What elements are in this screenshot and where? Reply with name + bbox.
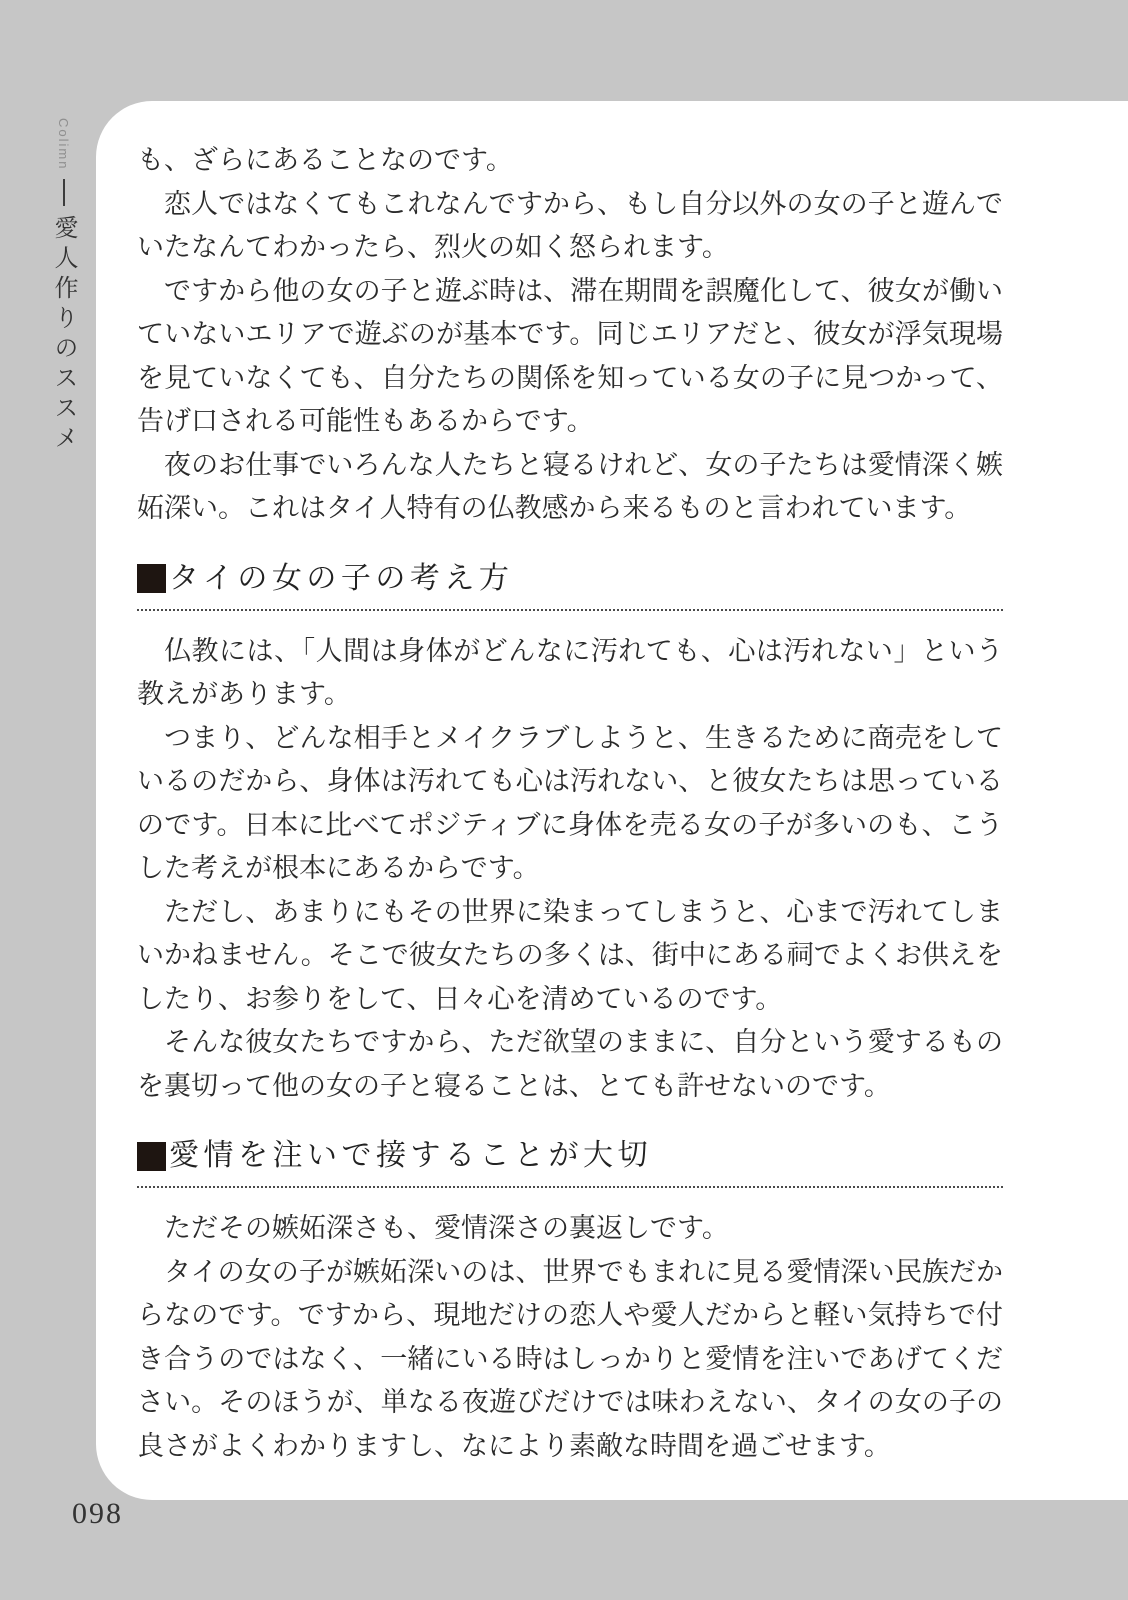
column-label: Colimn xyxy=(56,118,71,171)
body-text xyxy=(137,139,1003,1468)
paragraph: ですから他の女の子と遊ぶ時は、滞在期間を誤魔化して、彼女が働いていないエリアで遊ぶのが基本です。同じエリアだと、彼女が浮気現場を見ていなくても、自分たちの関係を知っている女の子に見つかって、告げ口される可能性もあるからです。 xyxy=(137,275,1003,436)
heading-square-icon xyxy=(137,1142,166,1171)
section-heading-text: 愛情を注いで接することが大切 xyxy=(169,1139,652,1172)
heading-square-icon xyxy=(137,564,166,593)
paragraph: そんな彼女たちですから、ただ欲望のままに、自分という愛するものを裏切って他の女の子と寝ることは、とても許せないのです。 xyxy=(137,1027,1003,1101)
section-heading xyxy=(137,560,1003,611)
column-title: 愛人作りのススメ xyxy=(50,215,77,456)
column-sidebar xyxy=(46,118,81,455)
paragraph: 仏教には、「人間は身体がどんなに汚れても、心は汚れない」という教えがあります。 xyxy=(137,635,1003,709)
section-heading xyxy=(137,1137,1003,1188)
paragraph: 夜のお仕事でいろんな人たちと寝るけれど、女の子たちは愛情深く嫉妬深い。これはタイ人特有の仏教感から来るものと言われています。 xyxy=(137,449,1003,523)
section-heading-text: タイの女の子の考え方 xyxy=(169,561,514,595)
paragraph: ただその嫉妬深さも、愛情深さの裏返しです。 xyxy=(164,1213,729,1243)
paragraph: も、ざらにあることなのです。 xyxy=(137,145,513,175)
paragraph: つまり、どんな相手とメイクラブしようと、生きるために商売をしているのだから、身体は汚れても心は汚れない、と彼女たちは思っているのです。日本に比べてポジティブに身体を売る女の子が多いのも、こうした考えが根本にあるからです。 xyxy=(137,722,1003,883)
paragraph: 恋人ではなくてもこれなんですから、もし自分以外の女の子と遊んでいたなんてわかったら、烈火の如く怒られます。 xyxy=(137,188,1003,262)
paragraph: タイの女の子が嫉妬深いのは、世界でもまれに見る愛情深い民族だからなのです。ですから、現地だけの恋人や愛人だからと軽い気持ちで付き合うのではなく、一緒にいる時はしっかりと愛情を注いであげてください。そのほうが、単なる夜遊びだけでは味わえない、タイの女の子の良さがよくわかりますし、なにより素敵な時間を過ごせます。 xyxy=(137,1256,1003,1461)
page-number: 098 xyxy=(72,1497,123,1530)
column-divider xyxy=(63,179,65,206)
content-panel xyxy=(96,101,1128,1500)
paragraph: ただし、あまりにもその世界に染まってしまうと、心まで汚れてしまいかねません。そこで彼女たちの多くは、街中にある祠でよくお供えをしたり、お参りをして、日々心を清めているのです。 xyxy=(137,896,1003,1014)
